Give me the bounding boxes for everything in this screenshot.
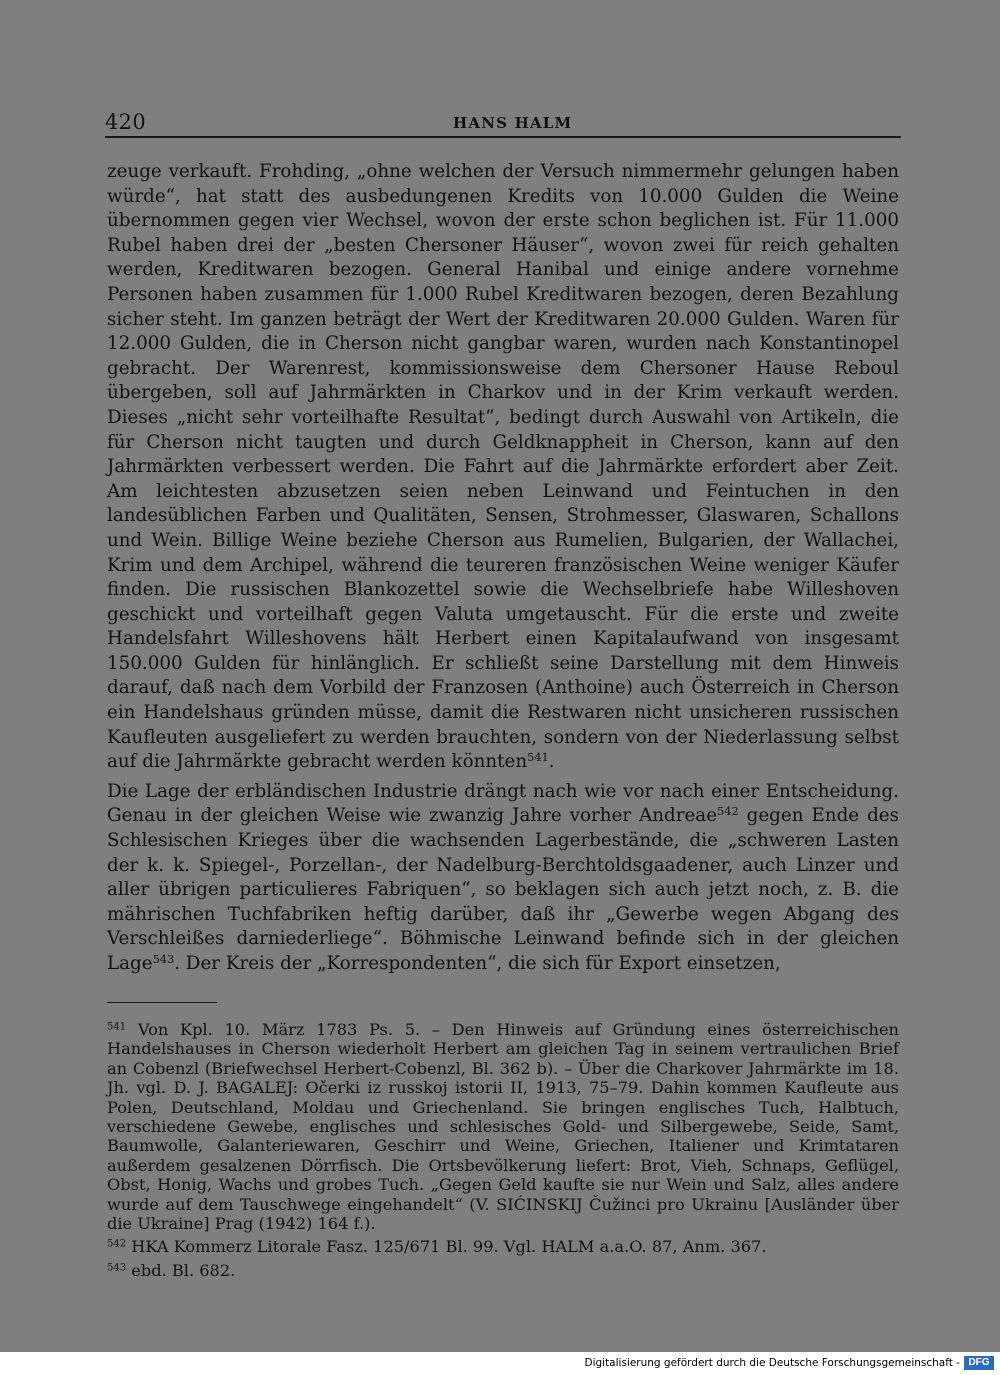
footnote — [107, 1237, 899, 1256]
footnote-number: 543 — [107, 1262, 127, 1274]
page-number: 420 — [105, 110, 146, 134]
main-text — [107, 160, 899, 977]
footnote — [107, 1261, 899, 1280]
funding-credit: Digitalisierung gefördert durch die Deutsche Forschungsgemeinschaft - — [584, 1357, 960, 1369]
paragraph-text: . Der Kreis der „Korrespondenten“, die sich für Export einsetzen, — [174, 953, 781, 974]
paragraph-text: . — [548, 751, 555, 773]
footnote-text: Von Kpl. 10. März 1783 Ps. 5. – Den Hinweis auf Gründung eines österreichischen Handelshauses in Cherson wiederholt Herbert am gleichen Tag in seinem vertraulichen Brief an Cobenzl (Briefwechsel Herbert-Cobenzl, Bl. 362 b). – Über die Charkover Jahrmärkte im 18. Jh. vgl. D. J. BAGALEJ: Očerki iz russkoj istorii II, 1913, 75–79. Dahin kommen Kaufleute aus Polen, Deutschland, Moldau und Griechenland. Sie bringen englisches Tuch, Halbtuch, verschiedene Gewebe, englisches und schlesisches Gold- und Silbergewebe, Seide, Samt, Baumwolle, Galanteriewaren, Geschirr und Weine, Griechen, Italiener und Krimtataren außerdem gesalzenen Dörrfisch. Die Ortsbevölkerung liefert: Brot, Vieh, Schnaps, Geflügel, Obst, Honig, Wachs und grobes Tuch. „Gegen Geld kaufte sie nur Wein und Salz, alles andere wurde auf dem Tauschwege eingehandelt“ (V. SIĆINSKIJ Čužinci pro Ukrainu [Ausländer über die Ukraine] Prag (1942) 164 f.). — [107, 1020, 899, 1234]
footnote-rule — [107, 1002, 217, 1003]
footnotes — [107, 1020, 899, 1284]
paragraph — [107, 160, 899, 775]
dfg-logo[interactable]: DFG — [964, 1356, 994, 1370]
footnote-number: 541 — [107, 1021, 127, 1033]
footnote-ref[interactable]: 542 — [717, 804, 739, 819]
footnote-text: ebd. Bl. 682. — [126, 1260, 236, 1280]
paragraph — [107, 780, 899, 977]
paragraph-text: zeuge verkauft. Frohding, „ohne welchen der Versuch nimmermehr gelungen haben würde“, hat statt des ausbedungenen Kredits von 10.000 Gulden die Weine übernommen gegen vier Wechsel, wovon der erste schon beglichen ist. Für 11.000 Rubel haben drei der „besten Chersoner Häuser“, wovon zwei für reich gehalten werden, Kreditwaren bezogen. General Hanibal und einige andere vornehme Personen haben zusammen für 1.000 Rubel Kreditwaren bezogen, deren Bezahlung sicher steht. Im ganzen beträgt der Wert der Kreditwaren 20.000 Gulden. Waren für 12.000 Gulden, die in Cherson nicht gangbar waren, wurden nach Konstantinopel gebracht. Der Warenrest, kommissionsweise dem Chersoner Hause Reboul übergeben, soll auf Jahrmärkten in Charkov und in der Krim verkauft werden. Dieses „nicht sehr vorteilhafte Resultat“, bedingt durch Auswahl von Artikeln, die für Cherson nicht taugten und durch Geldknappheit in Cherson, kann auf den Jahrmärkten verbessert werden. Die Fahrt auf die Jahrmärkte erfordert aber Zeit. Am leichtesten abzusetzen seien neben Leinwand und Feintuchen in den landesüblichen Farben und Qualitäten, Sensen, Strohmesser, Glaswaren, Schallons und Wein. Billige Weine beziehe Cherson aus Rumelien, Bulgarien, der Wallachei, Krim und dem Archipel, während die teureren französischen Weine weniger Käufer finden. Die russischen Blankozettel sowie die Wechselbriefe habe Willeshoven geschickt und vorteilhaft gegen Valuta umgetauscht. Für die erste und zweite Handelsfahrt Willeshovens hält Herbert einen Kapitalaufwand von insgesamt 150.000 Gulden für hinlänglich. Er schließt seine Darstellung mit dem Hinweis darauf, daß nach dem Vorbild der Franzosen (Anthoine) auch Österreich in Cherson ein Handelshaus gründen müsse, damit die Restwaren nicht unsicheren russischen Kaufleuten ausgeliefert zu werden brauchten, sondern von der Niederlassung selbst auf die Jahrmärkte gebracht werden könnten — [107, 161, 899, 773]
footnote-ref[interactable]: 543 — [152, 951, 175, 966]
credit-bar — [0, 1352, 1000, 1375]
running-head: HANS HALM — [453, 114, 573, 132]
paragraph-text: gegen Ende des Schlesischen Krieges über die wachsenden Lagerbestände, die „schweren Lasten der k. k. Spiegel-, Porzellan-, der Nadelburg-Berchtoldsgaadener, auch Linzer und aller übrigen particulieres Fabriquen“, so beklagen sich auch jetzt noch, z. B. die mährischen Tuchfabriken heftig darüber, daß ihr „Gewerbe wegen Abgang des Verschleißes darniederliege“. Böhmische Leinwand befinde sich in der gleichen Lage — [107, 805, 899, 974]
paragraph-text: Die Lage der erbländischen Industrie drängt nach wie vor nach einer Entscheidung. Genau in der gleichen Weise wie zwanzig Jahre vorher Andreae — [107, 780, 899, 827]
footnote — [107, 1020, 899, 1233]
footnote-text: HKA Kommerz Litorale Fasz. 125/671 Bl. 99. Vgl. HALM a.a.O. 87, Anm. 367. — [126, 1237, 767, 1257]
header-rule — [105, 136, 901, 138]
footnote-ref[interactable]: 541 — [527, 750, 549, 765]
page-header — [105, 110, 901, 138]
footnote-number: 542 — [107, 1238, 127, 1250]
